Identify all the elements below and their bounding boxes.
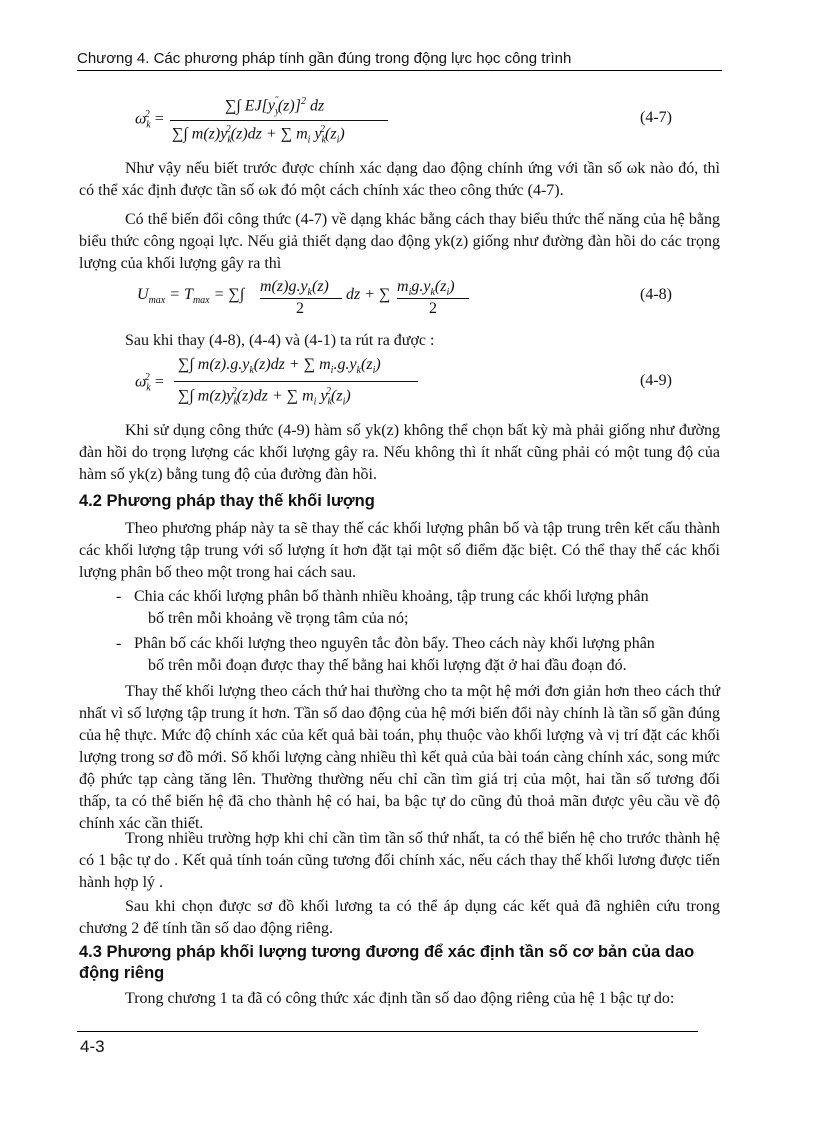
bullet-text-line2: bố trên mỗi khoảng về trọng tâm của nó; xyxy=(148,610,409,627)
bullet-text-line2: bố trên mỗi đoạn được thay thế bằng hai khối lượng đặt ở hai đầu đoạn đó. xyxy=(148,657,627,674)
equation-label: (4-9) xyxy=(640,372,672,389)
bullet-item xyxy=(116,586,720,630)
running-header: Chương 4. Các phương pháp tính gần đúng trong động lực học công trình xyxy=(77,50,572,67)
equation-label: (4-7) xyxy=(640,109,672,126)
paragraph: Như vậy nếu biết trước được chính xác dạng dao động chính ứng với tần số ωk nào đó, thì có thể xác định được tần số ωk đó một cách chính xác theo công thức (4-7). xyxy=(79,160,720,199)
section-heading-4-2: 4.2 Phương pháp thay thế khối lượng xyxy=(79,492,375,510)
paragraph: Theo phương pháp này ta sẽ thay thế các khối lượng phân bố và tập trung trên kết cấu thành các khối lượng tập trung với số lượng ít hơn đặt tại một số điểm đặc biệt. Có thể thay thế các khối lượng phân bố theo một trong hai cách sau. xyxy=(79,520,720,581)
paragraph: Trong chương 1 ta đã có công thức xác định tần số dao động riêng của hệ 1 bậc tự do: xyxy=(125,990,675,1007)
footer-rule xyxy=(77,1031,698,1032)
bullet-dash: - xyxy=(116,588,122,605)
section-heading-4-3: 4.3 Phương pháp khối lượng tương đương để xác định tần số cơ bản của dao động riêng xyxy=(79,943,695,982)
page-number: 4-3 xyxy=(80,1037,105,1056)
paragraph: Khi sử dụng công thức (4-9) hàm số yk(z) không thể chọn bất kỳ mà phải giống như đường đàn hồi do trọng lượng các khối lượng gây ra. Nếu không thì ít nhất cũng phải có một tung độ của hàm số yk(z) bằng tung độ của đường đàn hồi. xyxy=(79,422,720,483)
paragraph: Có thể biến đổi công thức (4-7) về dạng khác bằng cách thay biểu thức thế năng của hệ bằng biểu thức công ngoại lực. Nếu giả thiết dạng dao động yk(z) giống như đường đàn hồi do các trọng lượng của khối lượng gây ra thì xyxy=(79,211,720,272)
equation-label: (4-8) xyxy=(640,286,672,303)
paragraph: Thay thế khối lượng theo cách thứ hai thường cho ta một hệ mới đơn giản hơn theo cách thứ nhất vì số lượng tập trung ít hơn. Tần số dao động của hệ mới biến đổi này chính là tần số gần đúng của hệ thực. Mức độ chính xác của kết quả bài toán, phụ thuộc vào khối lượng và vị trí đặt các khối lượng trong sơ đồ mới. Số khối lượng càng nhiều thì kết quả của bài toán càng chính xác, song mức độ phức tạp càng tăng lên. Thường thường nếu chỉ cần tìm giá trị của một, hai tần số tương đối thấp, ta có thể biến hệ đã cho thành hệ có hai, ba bậc tự do cũng đủ thoả mãn được yêu cầu về độ chính xác cần thiết. xyxy=(79,683,720,832)
paragraph: Sau khi thay (4-8), (4-4) và (4-1) ta rút ra được : xyxy=(125,332,435,349)
header-rule xyxy=(77,70,722,71)
bullet-text-line1: Phân bố các khối lượng theo nguyên tắc đòn bẩy. Theo cách này khối lượng phân xyxy=(134,635,655,652)
paragraph: Sau khi chọn được sơ đồ khối lương ta có thể áp dụng các kết quả đã nghiên cứu trong chương 2 để tính tần số dao động riêng. xyxy=(79,898,720,937)
paragraph: Trong nhiều trường hợp khi chỉ cần tìm tần số thứ nhất, ta có thể biến hệ cho trước thành hệ có 1 bậc tự do . Kết quả tính toán cũng tương đối chính xác, nếu cách thay thế khối lương được tiến hành hợp lý . xyxy=(79,830,720,891)
bullet-text-line1: Chia các khối lượng phân bố thành nhiều khoảng, tập trung các khối lượng phân xyxy=(134,588,649,605)
bullet-item xyxy=(116,633,720,677)
bullet-dash: - xyxy=(116,635,122,652)
